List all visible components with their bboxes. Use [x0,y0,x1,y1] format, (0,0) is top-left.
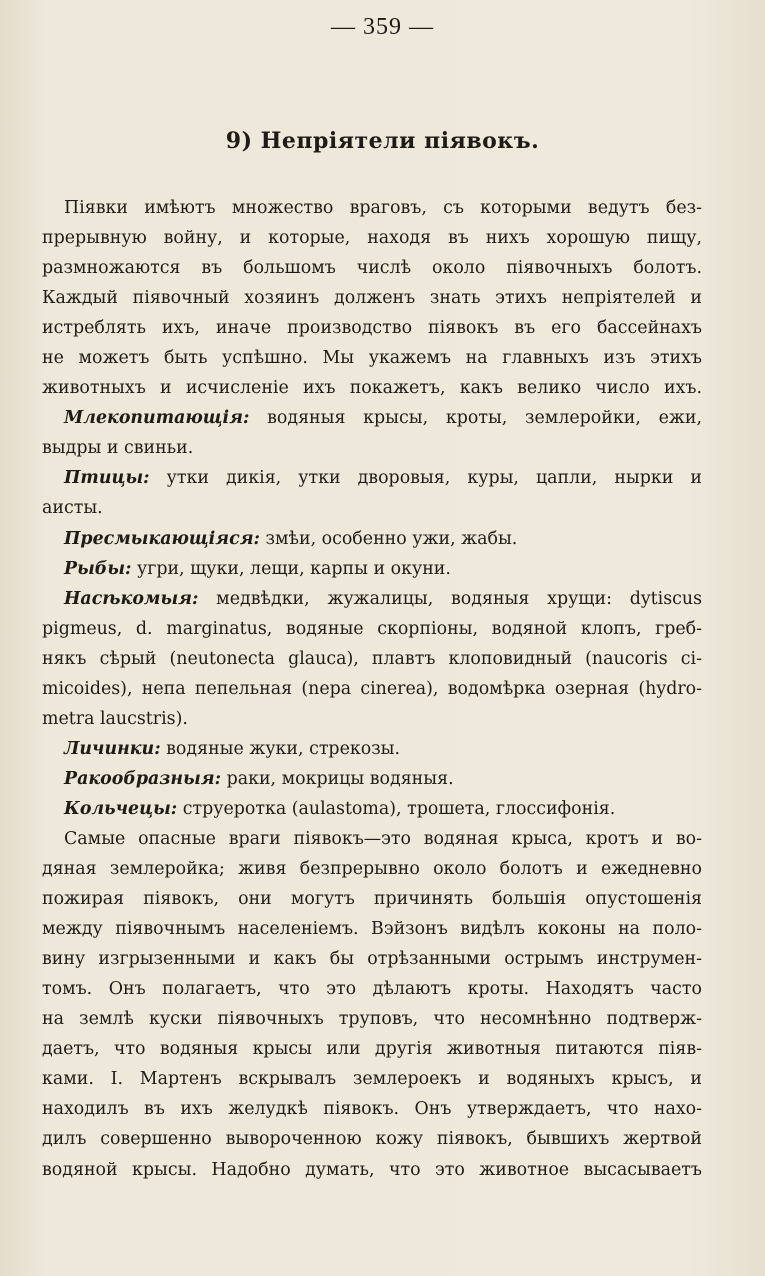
text-line [42,614,702,644]
text-line [42,584,702,614]
line-text: даетъ, что водяныя крысы или другія животныя питаются піяв- [42,1039,702,1060]
text-line [42,764,702,794]
line-text: дяная землеройка; живя безпрерывно около болотъ и ежедневно [42,859,702,880]
line-text: истреблять ихъ, иначе производство піявокъ въ его бассейнахъ [42,318,702,339]
category-label: Личинки: [64,738,161,759]
text-line [42,914,702,944]
line-text: Піявки имѣютъ множество враговъ, съ которыми ведутъ без- [64,198,702,218]
line-text: някъ сѣрый (neutonecta glauca), плавтъ клоповидный (naucoris ci- [42,648,702,669]
text-line [42,463,702,493]
line-text: на землѣ куски піявочныхъ труповъ, что несомнѣнно подтверж- [42,1009,702,1030]
line-text: находилъ въ ихъ желудкѣ піявокъ. Онъ утверждаетъ, что нахо- [42,1099,702,1120]
line-text: Каждый піявочный хозяинъ долженъ знать этихъ непріятелей и [42,288,702,309]
line-text: выдры и свиньи. [42,438,194,459]
text-line [42,253,702,283]
line-text: водяныя крысы, кроты, землеройки, ежи, [249,408,702,429]
text-line [42,734,702,764]
line-text: аисты. [42,498,103,519]
text-line [42,403,702,433]
category-label: Пресмыкающіяся: [64,528,260,549]
text-line [42,433,702,463]
text-line [42,554,702,584]
line-text: размножаются въ большомъ числѣ около піявочныхъ болотъ. [42,258,702,279]
text-line [42,223,702,253]
text-line [42,313,702,343]
line-text: водяные жуки, стрекозы. [160,738,401,759]
line-text: змѣи, особенно ужи, жабы. [259,528,518,549]
line-text: утки дикія, утки дворовыя, куры, цапли, нырки и [149,468,702,489]
line-text: прерывную войну, и которые, находя въ нихъ хорошую пищу, [42,228,702,249]
body-text [42,193,702,1185]
line-text: дилъ совершенно вывороченною кожу піявокъ, бывшихъ жертвой [42,1129,702,1150]
category-label: Кольчецы: [64,798,178,819]
category-label: Насѣкомыя: [64,588,199,609]
line-text: не можетъ быть успѣшно. Мы укажемъ на главныхъ изъ этихъ [42,348,702,369]
text-line [42,794,702,824]
text-line [42,1155,702,1185]
line-text: вину изгрызенными и какъ бы отрѣзанными острымъ инструмен- [42,949,702,970]
text-line [42,884,702,914]
line-text: ками. І. Мартенъ вскрывалъ землероекъ и водяныхъ крысъ, и [42,1069,702,1090]
line-text: пожирая піявокъ, они могутъ причинять большія опустошенія [42,889,702,910]
line-text: pigmeus, d. marginatus, водяные скорпіоны, водяной клопъ, греб- [42,618,702,639]
line-text: угри, щуки, лещи, карпы и окуни. [131,558,451,579]
line-text: micoides), непа пепельная (nepa cinerea), водомѣрка озерная (hydro- [42,678,702,699]
text-line [42,493,702,523]
text-line [42,283,702,313]
line-text: струеротка (aulastoma), трошета, глоссифонія. [177,798,616,819]
text-line [42,193,702,223]
text-line [42,824,702,854]
text-line [42,644,702,674]
line-text: Самые опасные враги піявокъ—это водяная крыса, кротъ и во- [64,828,702,849]
line-text: между піявочнымъ населеніемъ. Вэйзонъ видѣлъ коконы на поло- [42,919,702,940]
line-text: раки, мокрицы водяныя. [221,768,454,789]
category-label: Ракообразныя: [64,768,222,789]
text-line [42,343,702,373]
text-line [42,524,702,554]
line-text: metra laucstris). [42,708,188,729]
line-text: томъ. Онъ полагаетъ, что это дѣлаютъ кроты. Находятъ часто [42,979,702,1000]
text-line [42,1064,702,1094]
text-line [42,854,702,884]
text-line [42,974,702,1004]
line-text: животныхъ и исчисленіе ихъ покажетъ, какъ велико число ихъ. [42,378,702,399]
text-line [42,1034,702,1064]
section-heading: 9) Непріятели піявокъ. [225,128,540,154]
page-number: — 359 — [331,14,434,40]
line-text: медвѣдки, жужалицы, водяныя хрущи: dytiscus [198,588,702,609]
text-line [42,1124,702,1154]
text-line [42,674,702,704]
text-line [42,1004,702,1034]
category-label: Рыбы: [64,558,132,579]
line-text: водяной крысы. Надобно думать, что это животное высасываетъ [42,1159,702,1180]
text-line [42,944,702,974]
category-label: Млекопитающія: [64,408,250,429]
text-line [42,373,702,403]
category-label: Птицы: [64,468,150,489]
text-line [42,704,702,734]
text-line [42,1094,702,1124]
